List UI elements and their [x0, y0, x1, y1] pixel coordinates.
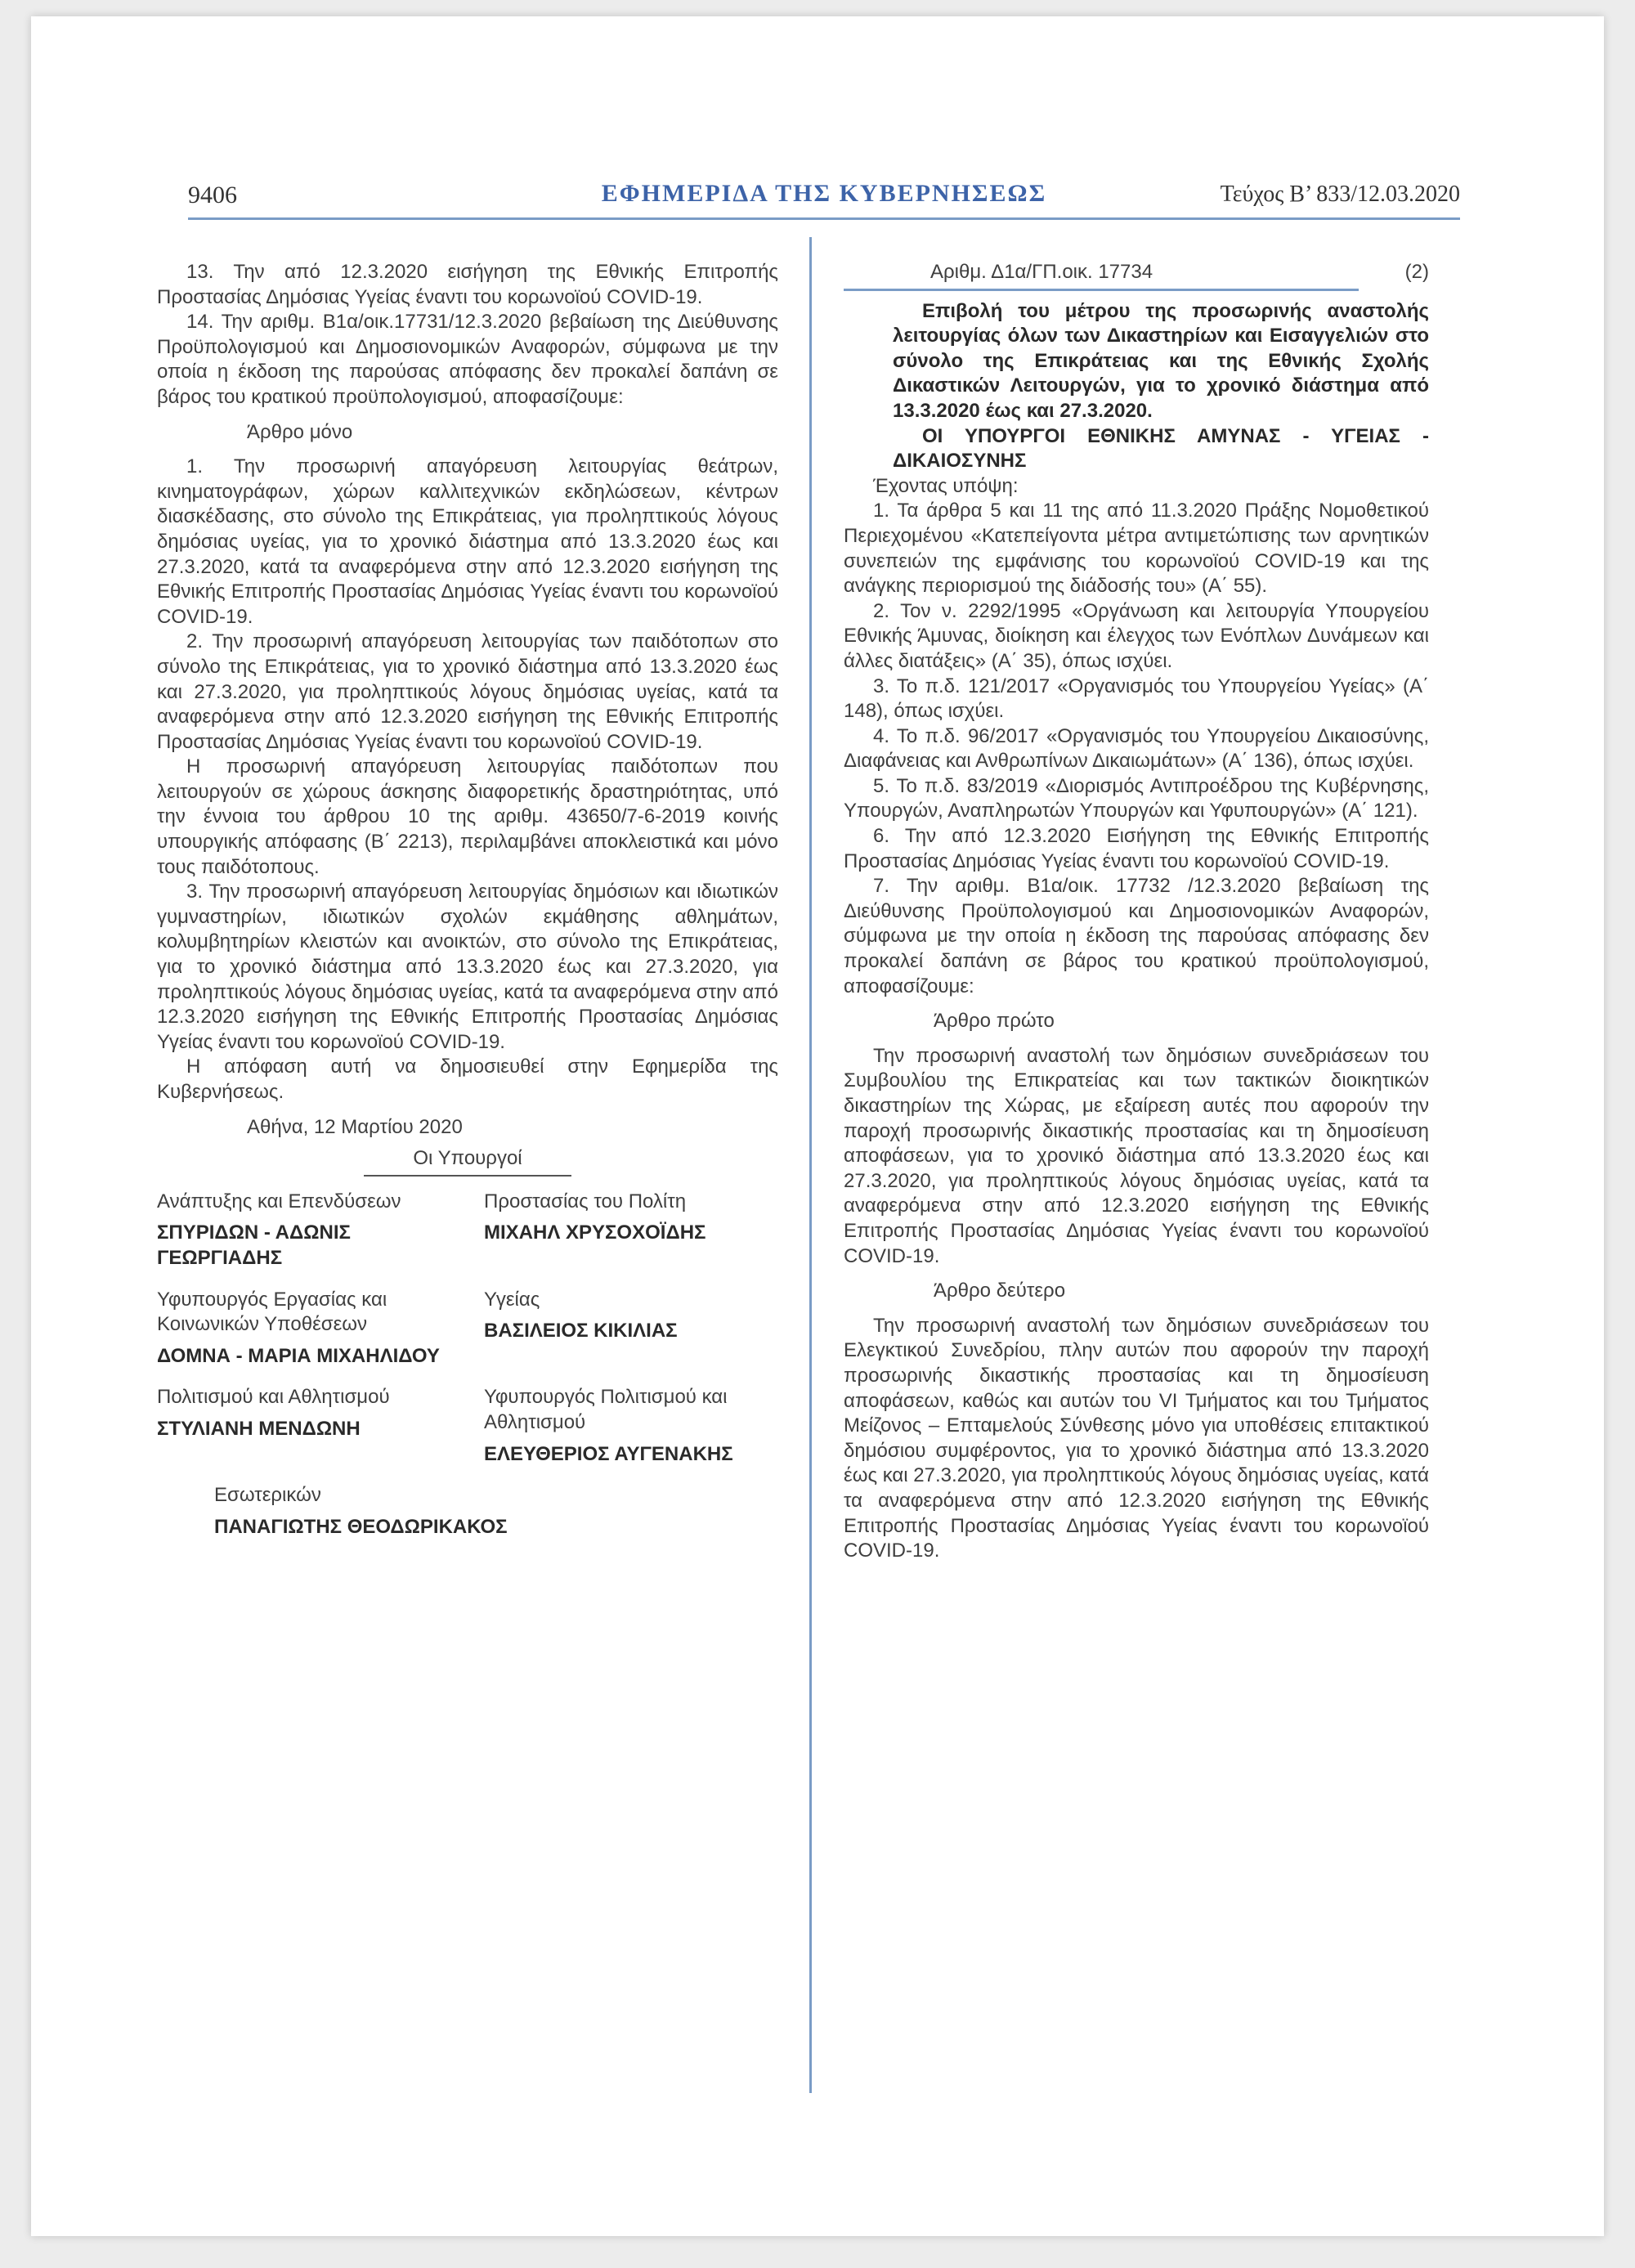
decision-index: (2)	[1404, 261, 1429, 283]
right-column	[844, 260, 1429, 1564]
signature-block	[484, 1288, 778, 1369]
minister-role: Υφυπουργός Πολιτισμού και Αθλητισμού	[484, 1386, 728, 1433]
paragraph: 1. Την προσωρινή απαγόρευση λειτουργίας θεάτρων, κινηματογράφων, χώρων καλλιτεχνικών εκδηλώσεων, κέντρων διασκέδασης, στο σύνολο της Επικράτειας, για προληπτικούς λόγους δημόσιας υγείας, για το χρονικό διάστημα από 13.3.2020 έως και 27.3.2020, κατά τα αναφερόμενα στην από 12.3.2020 εισήγηση της Εθνικής Επιτροπής Προστασίας Δημόσιας Υγείας έναντι του κορωνοϊού COVID-19.	[157, 455, 778, 628]
paragraph: 1. Τα άρθρα 5 και 11 της από 11.3.2020 Πράξης Νομοθετικού Περιεχομένου «Κατεπείγοντα μέτρα αντιμετώπισης των αρνητικών συνεπειών της εμφάνισης του κορωνοϊού COVID-19 και της ανάγκης περιορισμού της διάδοσής του» (Α΄ 55).	[844, 500, 1429, 598]
separator	[844, 289, 1359, 291]
minister-role: Ανάπτυξης και Επενδύσεων	[157, 1190, 401, 1212]
paragraph: 13. Την από 12.3.2020 εισήγηση της Εθνικής Επιτροπής Προστασίας Δημόσιας Υγείας έναντι του κορωνοϊού COVID-19.	[157, 261, 778, 308]
article-heading: Άρθρο πρώτο	[934, 1010, 1055, 1033]
minister-role: Προστασίας του Πολίτη	[484, 1190, 687, 1212]
gazette-title: ΕΦΗΜΕΡΙΔΑ ΤΗΣ ΚΥΒΕΡΝΗΣΕΩΣ	[601, 180, 1047, 207]
minister-name: ΣΠΥΡΙΔΩΝ - ΑΔΩΝΙΣ ΓΕΩΡΓΙΑΔΗΣ	[157, 1221, 351, 1269]
minister-name: ΕΛΕΥΘΕΡΙΟΣ ΑΥΓΕΝΑΚΗΣ	[484, 1442, 733, 1465]
article-heading: Άρθρο δεύτερο	[934, 1280, 1066, 1302]
signature-block	[484, 1190, 778, 1271]
paragraph: 3. Το π.δ. 121/2017 «Οργανισμός του Υπουργείου Υγείας» (Α΄ 148), όπως ισχύει.	[844, 675, 1429, 723]
column-divider	[809, 237, 812, 2093]
issue-number: Τεύχος Β’ 833/12.03.2020	[1220, 182, 1460, 207]
decision-title: Επιβολή του μέτρου της προσωρινής αναστολής λειτουργίας όλων των Δικαστηρίων και Εισαγγελιών στο σύνολο της Επικράτειας και της Εθνικής Σχολής Δικαστικών Λειτουργών, για το χρονικό διάστημα από 13.3.2020 έως και 27.3.2020.	[893, 299, 1429, 422]
minister-name: ΣΤΥΛΙΑΝΗ ΜΕΝΔΩΝΗ	[157, 1417, 361, 1440]
paragraph: Η προσωρινή απαγόρευση λειτουργίας παιδότοπων που λειτουργούν σε χώρους άσκησης διαφορετικής δραστηριότητας, υπό την έννοια του άρθρου 10 της αριθμ. 43650/7-6-2019 κοινής υπουργικής απόφασης (Β΄ 2213), περιλαμβάνει αποκλειστικά και μόνο τους παιδότοπους.	[157, 755, 778, 878]
signature-block	[157, 1288, 451, 1369]
minister-name: ΠΑΝΑΓΙΩΤΗΣ ΘΕΟΔΩΡΙΚΑΚΟΣ	[214, 1515, 508, 1538]
minister-role: Πολιτισμού και Αθλητισμού	[157, 1386, 390, 1409]
signature-block	[157, 1483, 778, 1540]
paragraph: 6. Την από 12.3.2020 Εισήγηση της Εθνικής Επιτροπής Προστασίας Δημόσιας Υγείας έναντι του κορωνοϊού COVID-19.	[844, 825, 1429, 872]
minister-name: ΜΙΧΑΗΛ ΧΡΥΣΟΧΟΪΔΗΣ	[484, 1221, 706, 1244]
paragraph: Την προσωρινή αναστολή των δημόσιων συνεδριάσεων του Ελεγκτικού Συνεδρίου, πλην αυτών που αφορούν την παροχή προσωρινής δικαστικής προστασίας και τη δημοσίευση αποφάσεων, καθώς και αυτών του VI Τμήματος και του Τμήματος Μείζονος – Επταμελούς Σύνθεσης μόνο για υποθέσεις επιτακτικού δημόσιου συμφέροντος, για το χρονικό διάστημα από 13.3.2020 έως και 27.3.2020, για προληπτικούς λόγους δημόσιας υγείας, κατά τα αναφερόμενα στην από 12.3.2020 εισήγηση της Εθνικής Επιτροπής Προστασίας Δημόσιας Υγείας έναντι του κορωνοϊού COVID-19.	[844, 1314, 1429, 1562]
minister-role: Υγείας	[484, 1288, 540, 1311]
minister-role: Υφυπουργός Εργασίας και Κοινωνικών Υποθέσεων	[157, 1288, 387, 1336]
paragraph: 5. Το π.δ. 83/2019 «Διορισμός Αντιπροέδρου της Κυβέρνησης, Υπουργών, Αναπληρωτών Υπουργών και Υφυπουργών» (Α΄ 121).	[844, 774, 1429, 822]
signature-block	[157, 1190, 451, 1271]
paragraph: Η απόφαση αυτή να δημοσιευθεί στην Εφημερίδα της Κυβερνήσεως.	[157, 1056, 778, 1103]
paragraph: 2. Την προσωρινή απαγόρευση λειτουργίας των παιδότοπων στο σύνολο της Επικράτειας, για το χρονικό διάστημα από 13.3.2020 έως και 27.3.2020, για προληπτικούς λόγους δημόσιας υγείας, κατά τα αναφερόμενα στην από 12.3.2020 εισήγηση της Εθνικής Επιτροπής Προστασίας Δημόσιας Υγείας έναντι του κορωνοϊού COVID-19.	[157, 630, 778, 753]
minister-name: ΒΑΣΙΛΕΙΟΣ ΚΙΚΙΛΙΑΣ	[484, 1320, 678, 1342]
considering-label: Έχοντας υπόψη:	[873, 474, 1019, 497]
minister-name: ΔΟΜΝΑ - ΜΑΡΙΑ ΜΙΧΑΗΛΙΔΟΥ	[157, 1344, 440, 1367]
signatures	[157, 1190, 778, 1540]
signing-date: Αθήνα, 12 Μαρτίου 2020	[247, 1115, 463, 1138]
minister-role: Εσωτερικών	[214, 1484, 321, 1507]
paragraph: 4. Το π.δ. 96/2017 «Οργανισμός του Υπουργείου Δικαιοσύνης, Διαφάνειας και Ανθρωπίνων Δικαιωμάτων» (Α΄ 136), όπως ισχύει.	[844, 724, 1429, 773]
page-number: 9406	[188, 182, 237, 208]
ministers-heading: ΟΙ ΥΠΟΥΡΓΟΙ ΕΘΝΙΚΗΣ ΑΜΥΝΑΣ - ΥΓΕΙΑΣ - ΔΙΚΑΙΟΣΥΝΗΣ	[893, 424, 1429, 473]
paragraph: 14. Την αριθμ. Β1α/οικ.17731/12.3.2020 βεβαίωση της Διεύθυνσης Προϋπολογισμού και Δημοσιονομικών Αναφορών, σύμφωνα με την οποία η έκδοση της παρούσας απόφασης δεν προκαλεί δαπάνη σε βάρος του κρατικού προϋπολογισμού, αποφασίζουμε:	[157, 311, 778, 408]
page-header	[188, 172, 1460, 220]
signature-block	[484, 1385, 778, 1467]
paragraph: 3. Την προσωρινή απαγόρευση λειτουργίας δημόσιων και ιδιωτικών γυμναστηρίων, ιδιωτικών σχολών εκμάθησης αθλημάτων, κολυμβητηρίων κλειστών και ανοικτών, στο σύνολο της Επικράτειας, για το χρονικό διάστημα από 13.3.2020 έως και 27.3.2020, για προληπτικούς λόγους δημόσιας υγείας, κατά τα αναφερόμενα στην από 12.3.2020 εισήγηση της Εθνικής Επιτροπής Προστασίας Δημόσιας Υγείας έναντι του κορωνοϊού COVID-19.	[157, 881, 778, 1053]
paragraph: Την προσωρινή αναστολή των δημόσιων συνεδριάσεων του Συμβουλίου της Επικρατείας και των τακτικών διοικητικών δικαστηρίων της Χώρας, με εξαίρεση αυτές που αφορούν την παροχή προσωρινής δικαστικής προστασίας και τη δημοσίευση αποφάσεων, για το χρονικό διάστημα από 13.3.2020 έως και 27.3.2020, για προληπτικούς λόγους δημόσιας υγείας, κατά τα αναφερόμενα στην από 12.3.2020 εισήγηση της Εθνικής Επιτροπής Προστασίας Δημόσιας Υγείας έναντι του κορωνοϊού COVID-19.	[844, 1044, 1429, 1267]
decision-number: Αριθμ. Δ1α/ΓΠ.οικ. 17734 (2)	[844, 260, 1429, 285]
article-heading: Άρθρο μόνο	[247, 420, 353, 443]
left-column	[157, 260, 778, 1540]
signature-block	[157, 1385, 451, 1467]
ministers-title: Οι Υπουργοί	[157, 1146, 778, 1177]
paragraph: 2. Τον ν. 2292/1995 «Οργάνωση και λειτουργία Υπουργείου Εθνικής Άμυνας, διοίκηση και έλεγχος των Ενόπλων Δυνάμεων και άλλες διατάξεις» (Α΄ 35), όπως ισχύει.	[844, 599, 1429, 672]
paragraph: 7. Την αριθμ. Β1α/οικ. 17732 /12.3.2020 βεβαίωση της Διεύθυνσης Προϋπολογισμού και Δημοσιονομικών Αναφορών, σύμφωνα με την οποία η έκδοση της παρούσας απόφασης δεν προκαλεί δαπάνη σε βάρος του κρατικού προϋπολογισμού, αποφασίζουμε:	[844, 875, 1429, 997]
